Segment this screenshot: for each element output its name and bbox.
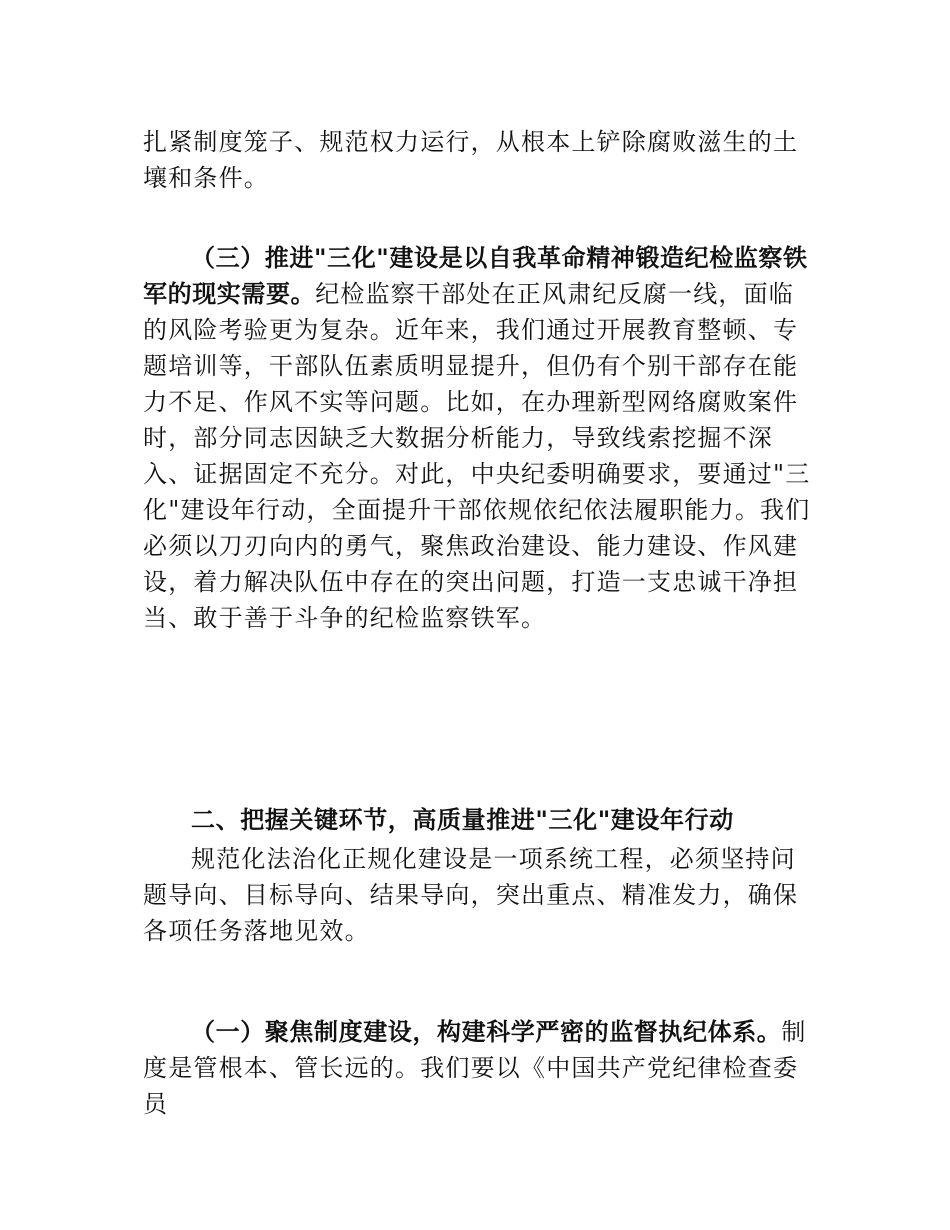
paragraph-section-3: [143, 240, 815, 636]
paragraph-section-1: [143, 1014, 815, 1122]
section-3-body: 纪检监察干部处在正风肃纪反腐一线，面临的风险考验更为复杂。近年来，我们通过开展教育整顿、专题培训等，干部队伍素质明显提升，但仍有个别干部存在能力不足、作风不实等问题。比如，在办理新型网络腐败案件时，部分同志因缺乏大数据分析能力，导致线索挖掘不深入、证据固定不充分。对此，中央纪委明确要求，要通过"三化"建设年行动，全面提升干部依规依纪依法履职能力。我们必须以刀刃向内的勇气，聚焦政治建设、能力建设、作风建设，着力解决队伍中存在的突出问题，打造一支忠诚干净担当、敢于善于斗争的纪检监察铁军。: [143, 280, 811, 632]
section-1-lead: （一）聚焦制度建设，构建科学严密的监督执纪体系。: [191, 1018, 782, 1046]
section-1-body: 制度是管根本、管长远的。我们要以《中国共产党纪律检查委员: [143, 1018, 807, 1118]
section-3-lead: （三）推进"三化"建设是以自我革命精神锻造纪检监察铁军的现实需要。: [143, 244, 808, 308]
section-heading-2: 二、把握关键环节，高质量推进"三化"建设年行动: [191, 806, 734, 834]
paragraph-intro-tail: 扎紧制度笼子、规范权力运行，从根本上铲除腐败滋生的土壤和条件。: [143, 128, 799, 192]
paragraph-2-intro: 规范化法治化正规化建设是一项系统工程，必须坚持问题导向、目标导向、结果导向，突出重点、精准发力，确保各项任务落地见效。: [143, 845, 799, 945]
